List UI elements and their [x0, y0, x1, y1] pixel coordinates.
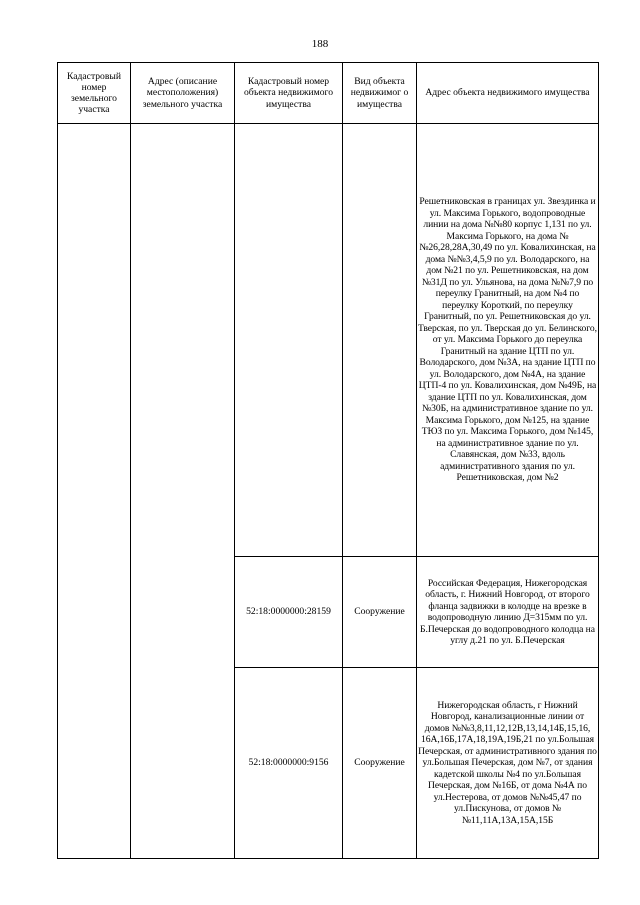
real-estate-table — [57, 62, 599, 859]
object-kind-cell: Сооружение — [343, 557, 417, 668]
land-address-cell — [131, 124, 235, 859]
object-cadastral-cell: 52:18:0000000:28159 — [235, 557, 343, 668]
object-cadastral-cell: 52:18:0000000:9156 — [235, 668, 343, 859]
header-land-cadastral-number: Кадастровый номер земельного участка — [58, 63, 131, 124]
object-address-cell: Решетниковская в границах ул. Звездинка и ул. Максима Горького, водопроводные линии на дома №№80 корпус 1,131 по ул. Максима Горького, на дома №№26,28,28А,30,49 по ул. Ковалихинская, на дома №№3,4,5,9 по ул. Володарского, на дом №21 по ул. Решетниковская, на дом №31Д по ул. Ульянова, на дома №№7,9 по переулку Гранитный, на дом №4 по переулку Короткий, по переулку Гранитный, по ул. Решетниковская до ул. Тверская, по ул. Тверская до ул. Белинского, от ул. Максима Горького до переулка Гранитный на здание ЦТП по ул. Володарского, дом №3А, на здание ЦТП по ул. Володарского, дом №4А, на здание ЦТП-4 по ул. Ковалихинская, дом №49Б, на здание ЦТП по ул. Ковалихинская, дом №30Б, на административное здание по ул. Максима Горького, дом №125, на здание ТЮЗ по ул. Максима Горького, дом №145, на административное здание по ул. Славянская, дом №33, вдоль административного здания по ул. Решетниковская, дом №2 — [417, 124, 599, 557]
object-kind-cell — [343, 124, 417, 557]
header-object-kind: Вид объекта недвижимог о имущества — [343, 63, 417, 124]
object-address-cell: Нижегородская область, г Нижний Новгород, канализационные линии от домов №№3,8,11,12,12В,13,14,14Б,15,16, 16А,16Б,17А,18,19А,19Б,21 по ул.Большая Печерская, от административного здания по ул.Большая Печерская, дом №7, от здания кадетской школы №4 по ул.Большая Печерская, дом №16Б, от дома №4А по ул.Нестерова, от домов №№45,47 по ул.Пискунова, от домов №№11,11А,13А,15А,15Б — [417, 668, 599, 859]
object-kind-cell: Сооружение — [343, 668, 417, 859]
header-land-address: Адрес (описание местоположения) земельного участка — [131, 63, 235, 124]
object-address-cell: Российская Федерация, Нижегородская область, г. Нижний Новгород, от второго фланца задвижки в колодце на врезке в водопроводную линию Д=315мм по ул. Б.Печерская до водопроводного колодца на углу д.21 по ул. Б.Печерская — [417, 557, 599, 668]
page-number: 188 — [311, 38, 329, 50]
land-cadastral-cell — [58, 124, 131, 859]
object-cadastral-cell — [235, 124, 343, 557]
table-header-row — [58, 63, 599, 124]
header-object-cadastral-number: Кадастровый номер объекта недвижимого имущества — [235, 63, 343, 124]
table-row — [58, 124, 599, 557]
header-object-address: Адрес объекта недвижимого имущества — [417, 63, 599, 124]
